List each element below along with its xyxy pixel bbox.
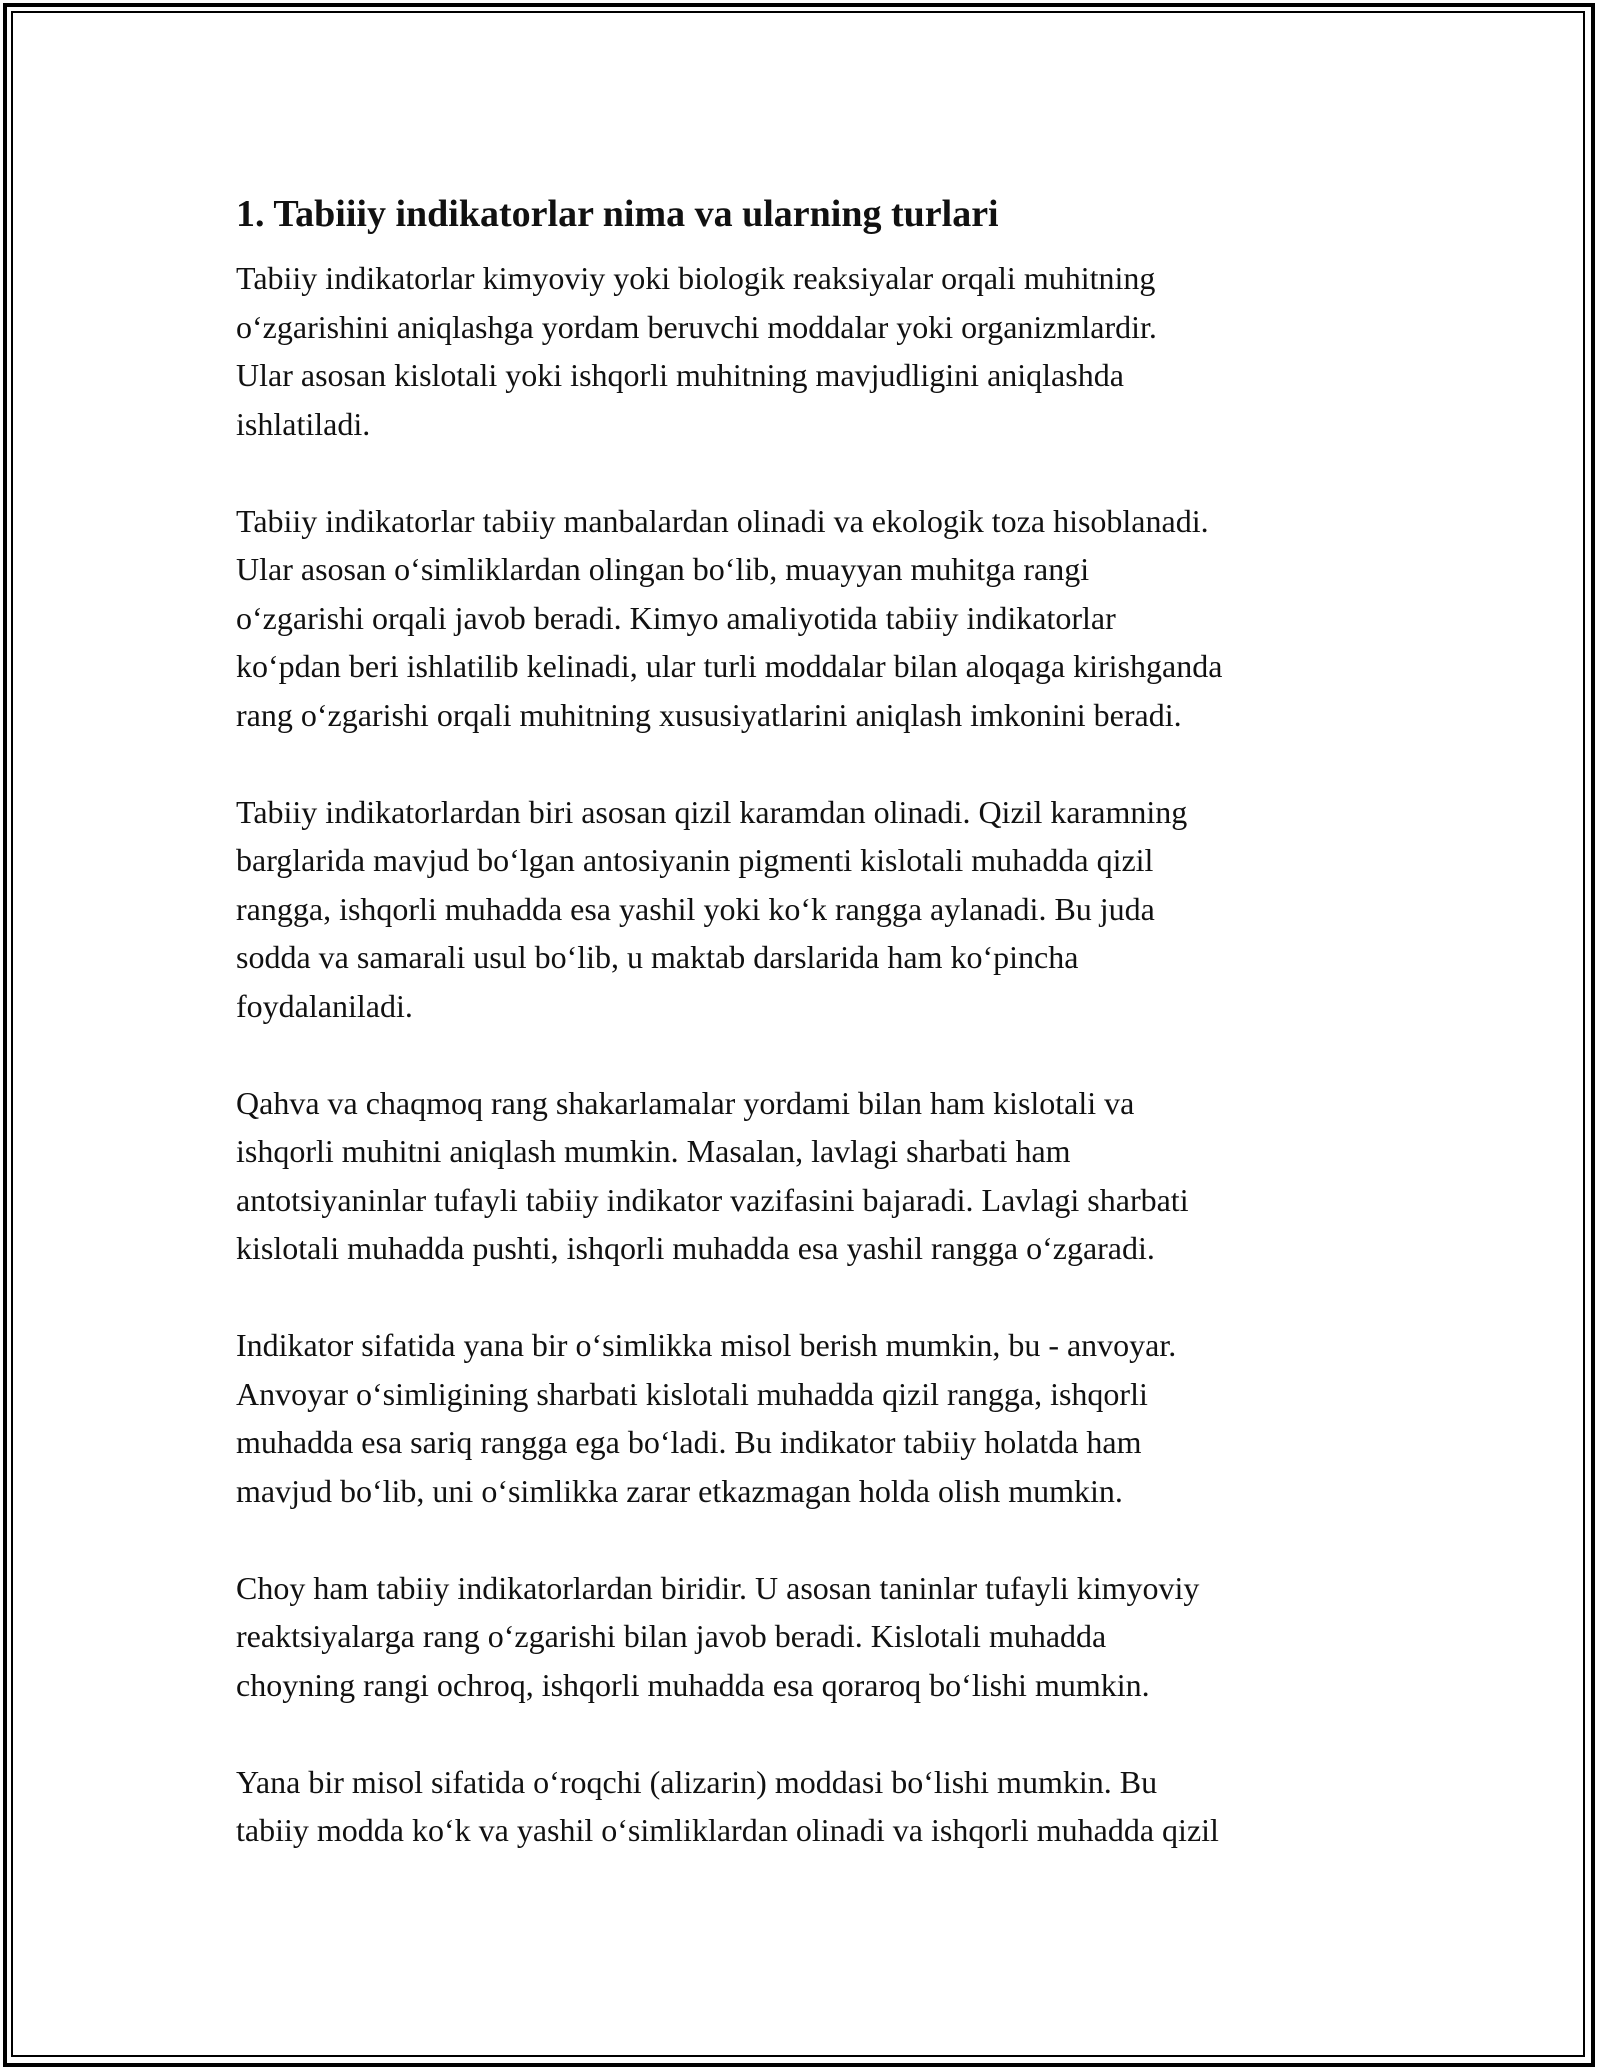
paragraph-line: Tabiiy indikatorlar tabiiy manbalardan olinadi va ekologik toza hisoblanadi. [236,502,1209,539]
paragraph [236,1564,1396,1710]
paragraph-line: Choy ham tabiiy indikatorlardan biridir. U asosan taninlar tufayli kimyoviy [236,1569,1200,1606]
paragraph-line: muhadda esa sariq rangga ega bo‘ladi. Bu indikator tabiiy holatda ham [236,1424,1142,1460]
paragraph-line: ishqorli muhitni aniqlash mumkin. Masalan, lavlagi sharbati ham [236,1133,1071,1169]
paragraph-line: Ular asosan o‘simliklardan olingan bo‘lib, muayyan muhitga rangi [236,551,1090,587]
paragraph [236,497,1396,740]
paragraph-line: tabiiy modda ko‘k va yashil o‘simliklardan olinadi va ishqorli muhadda qizil [236,1812,1219,1848]
paragraph-line: reaktsiyalarga rang o‘zgarishi bilan javob beradi. Kislotali muhadda [236,1618,1107,1654]
paragraph-line: mavjud bo‘lib, uni o‘simlikka zarar etkazmagan holda olish mumkin. [236,1472,1123,1509]
document-body [236,186,1396,1903]
paragraph-line: sodda va samarali usul bo‘lib, u maktab darslarida ham ko‘pincha [236,939,1079,975]
paragraph [236,1321,1396,1515]
paragraph-line: Anvoyar o‘simligining sharbati kislotali muhadda qizil rangga, ishqorli [236,1375,1148,1412]
section-heading: 1. Tabiiiy indikatorlar nima va ularning turlari [236,193,999,235]
paragraph-line: ishlatiladi. [236,405,371,442]
paragraph-line: kislotali muhadda pushti, ishqorli muhadda esa yashil rangga o‘zgaradi. [236,1230,1155,1266]
paragraph-line: o‘zgarishini aniqlashga yordam beruvchi moddalar yoki organizmlardir. [236,308,1157,345]
paragraph-line: o‘zgarishi orqali javob beradi. Kimyo amaliyotida tabiiy indikatorlar [236,599,1116,636]
paragraph-list [236,254,1396,1855]
paragraph-line: antotsiyaninlar tufayli tabiiy indikator vazifasini bajaradi. Lavlagi sharbati [236,1181,1189,1218]
paragraph-line: Qahva va chaqmoq rang shakarlamalar yordami bilan ham kislotali va [236,1084,1135,1121]
paragraph-line: ko‘pdan beri ishlatilib kelinadi, ular turli moddalar bilan aloqaga kirishganda [236,648,1223,684]
paragraph-line: choyning rangi ochroq, ishqorli muhadda esa qoraroq bo‘lishi mumkin. [236,1666,1150,1703]
paragraph-line: Tabiiy indikatorlar kimyoviy yoki biologik reaksiyalar orqali muhitning [236,260,1156,296]
paragraph-line: rangga, ishqorli muhadda esa yashil yoki ko‘k rangga aylanadi. Bu juda [236,890,1155,927]
paragraph [236,254,1396,448]
paragraph [236,1758,1396,1855]
paragraph-line: rang o‘zgarishi orqali muhitning xususiyatlarini aniqlash imkonini beradi. [236,696,1182,733]
paragraph-line: Yana bir misol sifatida o‘roqchi (alizarin) moddasi bo‘lishi mumkin. Bu [236,1763,1158,1800]
paragraph-line: Ular asosan kislotali yoki ishqorli muhitning mavjudligini aniqlashda [236,357,1124,393]
paragraph-line: Indikator sifatida yana bir o‘simlikka misol berish mumkin, bu - anvoyar. [236,1327,1177,1363]
paragraph-line: barglarida mavjud bo‘lgan antosiyanin pigmenti kislotali muhadda qizil [236,842,1154,878]
paragraph-line: foydalaniladi. [236,987,413,1024]
paragraph [236,788,1396,1031]
paragraph-line: Tabiiy indikatorlardan biri asosan qizil karamdan olinadi. Qizil karamning [236,793,1188,830]
paragraph [236,1079,1396,1273]
